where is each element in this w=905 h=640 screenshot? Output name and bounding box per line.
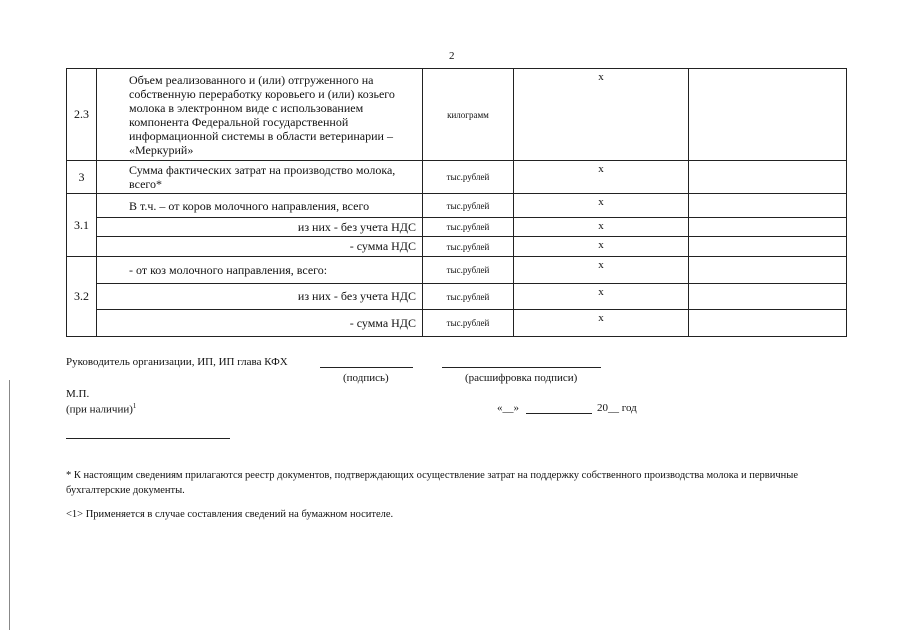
if-available-text: (при наличии) bbox=[66, 403, 133, 416]
scan-edge bbox=[9, 380, 10, 630]
row-description: из них - без учета НДС bbox=[97, 218, 423, 237]
table-row bbox=[67, 161, 847, 194]
row-unit: тыс.рублей bbox=[423, 257, 514, 284]
signature-line[interactable] bbox=[320, 367, 413, 368]
signature-decoding-caption: (расшифровка подписи) bbox=[465, 372, 578, 384]
row-x-mark: x bbox=[514, 310, 689, 337]
stamp-label: М.П. bbox=[66, 388, 90, 400]
row-unit: тыс.рублей bbox=[423, 218, 514, 237]
row-description: Объем реализованного и (или) отгруженного на собственную переработку коровьего и (или) козьего молока в электронном виде с использованием компонента Федеральной государственной информационной системы в области ветеринарии – «Меркурий» bbox=[97, 69, 423, 161]
row-unit: тыс.рублей bbox=[423, 284, 514, 310]
row-unit: килограмм bbox=[423, 69, 514, 161]
footnote-ref: 1 bbox=[132, 402, 137, 410]
row-description: - от коз молочного направления, всего: bbox=[97, 257, 423, 284]
head-label: Руководитель организации, ИП, ИП глава КФХ bbox=[66, 356, 288, 368]
table-row bbox=[67, 194, 847, 218]
row-unit: тыс.рублей bbox=[423, 237, 514, 257]
row-value-cell bbox=[689, 69, 847, 161]
table-row bbox=[67, 310, 847, 337]
row-value-cell bbox=[689, 257, 847, 284]
row-description: из них - без учета НДС bbox=[97, 284, 423, 310]
footnote-separator bbox=[66, 438, 230, 439]
table-row bbox=[67, 69, 847, 161]
row-x-mark: x bbox=[514, 161, 689, 194]
row-number: 3.1 bbox=[67, 194, 97, 257]
row-x-mark: x bbox=[514, 218, 689, 237]
table-row bbox=[67, 257, 847, 284]
signature-caption: (подпись) bbox=[343, 372, 389, 384]
row-x-mark: x bbox=[514, 284, 689, 310]
row-description: - сумма НДС bbox=[97, 237, 423, 257]
date-year: 20__ год bbox=[597, 402, 637, 414]
row-unit: тыс.рублей bbox=[423, 310, 514, 337]
row-number: 3 bbox=[67, 161, 97, 194]
row-value-cell bbox=[689, 161, 847, 194]
row-value-cell bbox=[689, 218, 847, 237]
row-description: Сумма фактических затрат на производство молока, всего* bbox=[97, 161, 423, 194]
row-description: В т.ч. – от коров молочного направления, всего bbox=[97, 194, 423, 218]
if-available-label bbox=[66, 402, 136, 416]
row-number: 3.2 bbox=[67, 257, 97, 337]
row-x-mark: x bbox=[514, 69, 689, 161]
row-unit: тыс.рублей bbox=[423, 161, 514, 194]
row-x-mark: x bbox=[514, 237, 689, 257]
row-x-mark: x bbox=[514, 194, 689, 218]
row-value-cell bbox=[689, 237, 847, 257]
date-day: «__» bbox=[497, 402, 519, 414]
footnote-star: * К настоящим сведениям прилагаются реестр документов, подтверждающих осуществление затрат на поддержку собственного производства молока и первичные бухгалтерские документы. bbox=[66, 470, 798, 496]
table-row bbox=[67, 218, 847, 237]
table-row bbox=[67, 237, 847, 257]
form-table bbox=[66, 68, 847, 337]
row-unit: тыс.рублей bbox=[423, 194, 514, 218]
table-row bbox=[67, 284, 847, 310]
date-month-line[interactable] bbox=[526, 413, 592, 414]
row-value-cell bbox=[689, 284, 847, 310]
row-number: 2.3 bbox=[67, 69, 97, 161]
row-value-cell bbox=[689, 310, 847, 337]
row-value-cell bbox=[689, 194, 847, 218]
footnote-one: <1> Применяется в случае составления сведений на бумажном носителе. bbox=[66, 509, 394, 520]
row-description: - сумма НДС bbox=[97, 310, 423, 337]
row-x-mark: x bbox=[514, 257, 689, 284]
signature-decoding-line[interactable] bbox=[442, 367, 601, 368]
page-number: 2 bbox=[449, 50, 455, 62]
